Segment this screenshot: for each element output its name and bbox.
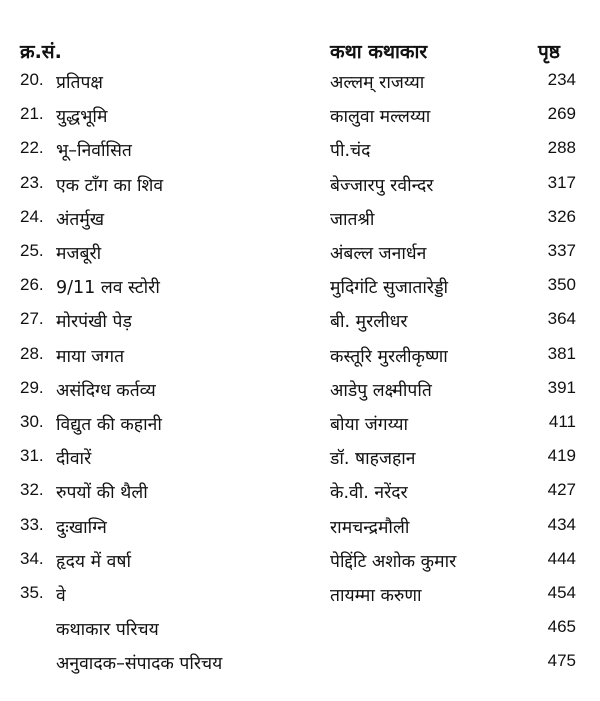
story-title: विद्युत की कहानी bbox=[56, 415, 162, 435]
story-title: अनुवादक–संपादक परिचय bbox=[56, 654, 223, 675]
page-number: 269 bbox=[547, 104, 576, 124]
story-title: कथाकार परिचय bbox=[56, 620, 159, 641]
page-number: 391 bbox=[547, 377, 576, 397]
story-title: वे bbox=[56, 586, 66, 606]
toc-row bbox=[0, 480, 600, 508]
page-number: 465 bbox=[547, 617, 576, 637]
author-name: अल्लम् राजय्या bbox=[330, 73, 425, 93]
serial-number: 25. bbox=[20, 241, 44, 260]
serial-number: 23. bbox=[20, 172, 44, 192]
author-name: अंबल्ल जनार्धन bbox=[330, 244, 427, 264]
toc-row bbox=[0, 378, 600, 406]
page-number: 326 bbox=[547, 206, 576, 226]
story-title: दीवारें bbox=[56, 449, 92, 470]
toc-row bbox=[0, 173, 600, 201]
serial-number: 28. bbox=[20, 343, 44, 363]
serial-number: 31. bbox=[20, 446, 44, 466]
page-number: 411 bbox=[548, 412, 576, 431]
page-number: 434 bbox=[547, 514, 576, 534]
serial-number: 29. bbox=[20, 377, 44, 397]
toc-row bbox=[0, 70, 600, 98]
toc-row bbox=[0, 515, 600, 543]
author-name: जातश्री bbox=[330, 209, 375, 230]
story-title: असंदिग्ध कर्तव्य bbox=[56, 380, 156, 401]
toc-row bbox=[0, 275, 600, 303]
page-number: 350 bbox=[547, 275, 576, 295]
serial-number: 34. bbox=[20, 548, 44, 568]
page-number-header: पृष्ठ bbox=[538, 41, 560, 63]
author-name: आडेपु लक्ष्मीपति bbox=[330, 380, 432, 401]
toc-row bbox=[0, 549, 600, 577]
page-number: 337 bbox=[547, 241, 576, 260]
serial-number: 20. bbox=[20, 70, 44, 89]
serial-number: 24. bbox=[20, 206, 44, 226]
toc-row bbox=[0, 138, 600, 166]
toc-row bbox=[0, 104, 600, 132]
page-number: 317 bbox=[547, 172, 576, 192]
author-name: बी. मुरलीधर bbox=[330, 312, 408, 333]
toc-row bbox=[0, 583, 600, 611]
page-number: 475 bbox=[547, 651, 576, 671]
page-number: 381 bbox=[547, 343, 576, 363]
story-title: युद्धभूमि bbox=[56, 107, 108, 128]
story-title: मजबूरी bbox=[56, 244, 102, 264]
serial-number: 27. bbox=[20, 309, 44, 329]
serial-number: 35. bbox=[20, 583, 44, 602]
serial-number: 32. bbox=[20, 480, 44, 500]
toc-row bbox=[0, 344, 600, 372]
story-title: अंतर्मुख bbox=[56, 209, 105, 230]
serial-number: 30. bbox=[20, 412, 44, 431]
serial-number: 22. bbox=[20, 138, 44, 158]
author-name: मुदिगंटि सुजातारेड्डी bbox=[330, 278, 449, 299]
toc-row bbox=[0, 241, 600, 269]
page-number: 234 bbox=[547, 70, 576, 89]
page-number: 427 bbox=[547, 480, 576, 500]
page-number: 288 bbox=[547, 138, 576, 158]
toc-row bbox=[0, 446, 600, 474]
toc-row bbox=[0, 207, 600, 235]
story-title: मोरपंखी पेड़ bbox=[56, 312, 132, 333]
author-name: कालुवा मल्लय्या bbox=[330, 107, 431, 128]
author-name: रामचन्द्रमौली bbox=[330, 517, 410, 538]
serial-number: 26. bbox=[20, 275, 44, 295]
toc-row bbox=[0, 651, 600, 679]
story-title: माया जगत bbox=[56, 346, 125, 367]
toc-row bbox=[0, 309, 600, 337]
story-title: एक टाँग का शिव bbox=[56, 175, 164, 196]
author-name: बोया जंगय्या bbox=[330, 415, 409, 435]
story-title: रुपयों की थैली bbox=[56, 483, 148, 504]
story-title: भू–निर्वासित bbox=[56, 141, 132, 162]
serial-number-header: क्र.सं. bbox=[20, 41, 62, 63]
author-name: पेद्दिंटि अशोक कुमार bbox=[330, 551, 457, 572]
toc-row bbox=[0, 617, 600, 645]
page-number: 419 bbox=[547, 446, 576, 466]
author-name: पी.चंद bbox=[330, 141, 371, 162]
serial-number: 33. bbox=[20, 514, 44, 534]
page-number: 454 bbox=[547, 583, 576, 602]
page-number: 364 bbox=[547, 309, 576, 329]
story-author-header: कथा कथाकार bbox=[330, 41, 428, 63]
toc-row bbox=[0, 412, 600, 440]
author-name: कस्तूरि मुरलीकृष्णा bbox=[330, 346, 448, 367]
story-title: हृदय में वर्षा bbox=[56, 551, 132, 572]
author-name: के.वी. नरेंदर bbox=[330, 483, 408, 504]
story-title: दुःखाग्नि bbox=[56, 517, 107, 538]
author-name: बेज्जारपु रवीन्दर bbox=[330, 175, 434, 196]
page-number: 444 bbox=[547, 548, 576, 568]
author-name: तायम्मा करुणा bbox=[330, 586, 422, 606]
serial-number: 21. bbox=[20, 104, 44, 124]
story-title: प्रतिपक्ष bbox=[56, 73, 103, 93]
author-name: डॉ. षाहजहान bbox=[330, 449, 416, 470]
story-title: 9/11 लव स्टोरी bbox=[56, 278, 160, 299]
